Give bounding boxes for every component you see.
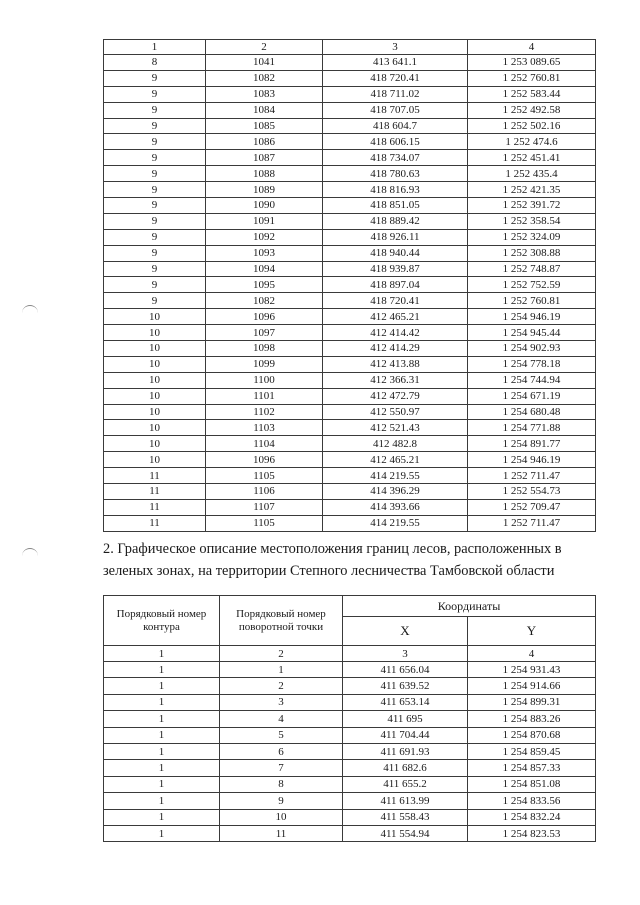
point-number-cell: 1093 — [206, 245, 323, 261]
contour-number-cell: 10 — [104, 341, 206, 357]
y-coordinate-cell: 1 254 946.19 — [468, 309, 596, 325]
y-coordinate-cell: 1 254 931.43 — [468, 662, 596, 678]
point-number-cell: 7 — [220, 760, 343, 776]
contour-number-cell: 11 — [104, 499, 206, 515]
y-coordinate-cell: 1 252 358.54 — [468, 213, 596, 229]
point-number-cell: 1083 — [206, 86, 323, 102]
x-coordinate-cell: 412 366.31 — [323, 372, 468, 388]
point-number-cell: 1 — [220, 662, 343, 678]
y-coordinate-cell: 1 254 914.66 — [468, 678, 596, 694]
point-number-cell: 5 — [220, 727, 343, 743]
x-header: X — [343, 617, 468, 646]
contour-number-cell: 9 — [104, 118, 206, 134]
y-coordinate-cell: 1 254 778.18 — [468, 356, 596, 372]
y-coordinate-cell: 1 254 671.19 — [468, 388, 596, 404]
y-coordinate-cell: 1 254 891.77 — [468, 436, 596, 452]
table-row — [104, 198, 596, 214]
point-number-cell: 1100 — [206, 372, 323, 388]
y-coordinate-cell: 1 252 554.73 — [468, 484, 596, 500]
y-coordinate-cell: 1 252 308.88 — [468, 245, 596, 261]
column-number-1: 1 — [104, 646, 220, 662]
y-coordinate-cell: 1 254 870.68 — [468, 727, 596, 743]
x-coordinate-cell: 411 653.14 — [343, 694, 468, 710]
table-row — [104, 356, 596, 372]
y-coordinate-cell: 1 252 752.59 — [468, 277, 596, 293]
point-number-cell: 1090 — [206, 198, 323, 214]
x-coordinate-cell: 411 554.94 — [343, 825, 468, 841]
table-row — [104, 499, 596, 515]
x-coordinate-cell: 412 482.8 — [323, 436, 468, 452]
x-coordinate-cell: 418 606.15 — [323, 134, 468, 150]
y-coordinate-cell: 1 254 883.26 — [468, 711, 596, 727]
x-coordinate-cell: 418 780.63 — [323, 166, 468, 182]
point-number-cell: 1085 — [206, 118, 323, 134]
y-coordinate-cell: 1 252 391.72 — [468, 198, 596, 214]
contour-number-cell: 9 — [104, 102, 206, 118]
caption-line-1: 2. Графическое описание местоположения границ лесов, расположенных в — [103, 541, 562, 557]
point-number-cell: 1097 — [206, 325, 323, 341]
column-number-2: 2 — [220, 646, 343, 662]
table-row — [104, 662, 596, 678]
point-number-cell: 1105 — [206, 515, 323, 531]
contour-number-cell: 9 — [104, 70, 206, 86]
x-coordinate-cell: 411 613.99 — [343, 793, 468, 809]
y-coordinate-cell: 1 254 771.88 — [468, 420, 596, 436]
x-coordinate-cell: 412 465.21 — [323, 309, 468, 325]
table-row — [104, 727, 596, 743]
contour-number-cell: 9 — [104, 166, 206, 182]
table-row — [104, 213, 596, 229]
x-coordinate-cell: 412 414.42 — [323, 325, 468, 341]
table-row — [104, 118, 596, 134]
table-row — [104, 420, 596, 436]
x-coordinate-cell: 411 691.93 — [343, 743, 468, 759]
x-coordinate-cell: 411 695 — [343, 711, 468, 727]
contour-number-cell: 10 — [104, 356, 206, 372]
table-row — [104, 325, 596, 341]
contour-number-cell: 1 — [104, 743, 220, 759]
column-number-1: 1 — [104, 40, 206, 55]
column-number-4: 4 — [468, 646, 596, 662]
contour-number-cell: 9 — [104, 182, 206, 198]
contour-number-cell: 1 — [104, 776, 220, 792]
contour-number-cell: 9 — [104, 134, 206, 150]
y-coordinate-cell: 1 252 709.47 — [468, 499, 596, 515]
table-row — [104, 436, 596, 452]
column-number-4: 4 — [468, 40, 596, 55]
x-coordinate-cell: 418 711.02 — [323, 86, 468, 102]
contour-number-cell: 9 — [104, 150, 206, 166]
table-header-row — [104, 40, 596, 55]
x-coordinate-cell: 414 219.55 — [323, 468, 468, 484]
x-coordinate-cell: 411 558.43 — [343, 809, 468, 825]
x-coordinate-cell: 414 396.29 — [323, 484, 468, 500]
y-coordinate-cell: 1 254 946.19 — [468, 452, 596, 468]
point-number-cell: 1105 — [206, 468, 323, 484]
coordinates-table-2 — [103, 595, 596, 842]
point-number-cell: 10 — [220, 809, 343, 825]
table-row — [104, 484, 596, 500]
y-coordinate-cell: 1 254 832.24 — [468, 809, 596, 825]
table-row — [104, 678, 596, 694]
caption-line-2: зеленых зонах, на территории Степного лесничества Тамбовской области — [103, 563, 555, 579]
x-coordinate-cell: 418 940.44 — [323, 245, 468, 261]
contour-number-cell: 11 — [104, 484, 206, 500]
x-coordinate-cell: 418 926.11 — [323, 229, 468, 245]
contour-number-cell: 1 — [104, 662, 220, 678]
contour-number-cell: 10 — [104, 309, 206, 325]
table-row — [104, 452, 596, 468]
point-number-cell: 1098 — [206, 341, 323, 357]
table-row — [104, 293, 596, 309]
contour-number-cell: 1 — [104, 711, 220, 727]
contour-number-cell: 9 — [104, 229, 206, 245]
table-row — [104, 711, 596, 727]
contour-number-cell: 10 — [104, 372, 206, 388]
table-row — [104, 388, 596, 404]
point-number-cell: 1094 — [206, 261, 323, 277]
coordinates-table-2-body — [104, 596, 596, 842]
table-row — [104, 166, 596, 182]
point-number-cell: 1099 — [206, 356, 323, 372]
table-row — [104, 86, 596, 102]
y-coordinate-cell: 1 253 089.65 — [468, 55, 596, 71]
table-row — [104, 468, 596, 484]
table-row — [104, 245, 596, 261]
contour-number-cell: 9 — [104, 245, 206, 261]
y-coordinate-cell: 1 254 823.53 — [468, 825, 596, 841]
contour-number-header: Порядковый номер контура — [104, 596, 220, 646]
point-number-cell: 3 — [220, 694, 343, 710]
y-coordinate-cell: 1 252 760.81 — [468, 293, 596, 309]
y-coordinate-cell: 1 252 324.09 — [468, 229, 596, 245]
y-coordinate-cell: 1 254 833.56 — [468, 793, 596, 809]
table-row — [104, 55, 596, 71]
y-coordinate-cell: 1 252 711.47 — [468, 468, 596, 484]
table-row — [104, 229, 596, 245]
table-row — [104, 134, 596, 150]
x-coordinate-cell: 411 682.6 — [343, 760, 468, 776]
point-number-cell: 1101 — [206, 388, 323, 404]
contour-number-cell: 1 — [104, 760, 220, 776]
point-number-cell: 11 — [220, 825, 343, 841]
table-row — [104, 150, 596, 166]
y-coordinate-cell: 1 252 502.16 — [468, 118, 596, 134]
y-coordinate-cell: 1 252 435.4 — [468, 166, 596, 182]
contour-number-cell: 8 — [104, 55, 206, 71]
y-coordinate-cell: 1 254 680.48 — [468, 404, 596, 420]
y-header: Y — [468, 617, 596, 646]
x-coordinate-cell: 418 720.41 — [323, 70, 468, 86]
y-coordinate-cell: 1 252 492.58 — [468, 102, 596, 118]
x-coordinate-cell: 413 641.1 — [323, 55, 468, 71]
x-coordinate-cell: 418 897.04 — [323, 277, 468, 293]
table-row — [104, 760, 596, 776]
contour-number-cell: 9 — [104, 293, 206, 309]
x-coordinate-cell: 411 704.44 — [343, 727, 468, 743]
contour-number-cell: 10 — [104, 420, 206, 436]
contour-number-cell: 9 — [104, 277, 206, 293]
point-number-cell: 1096 — [206, 452, 323, 468]
y-coordinate-cell: 1 254 851.08 — [468, 776, 596, 792]
point-number-cell: 1089 — [206, 182, 323, 198]
table-row — [104, 743, 596, 759]
coordinates-table-1-body — [104, 40, 596, 532]
scan-mark-top — [22, 305, 38, 314]
x-coordinate-cell: 418 816.93 — [323, 182, 468, 198]
contour-number-cell: 9 — [104, 198, 206, 214]
contour-number-cell: 9 — [104, 213, 206, 229]
contour-number-cell: 1 — [104, 694, 220, 710]
contour-number-cell: 1 — [104, 793, 220, 809]
x-coordinate-cell: 418 734.07 — [323, 150, 468, 166]
contour-number-cell: 1 — [104, 809, 220, 825]
y-coordinate-cell: 1 254 899.31 — [468, 694, 596, 710]
column-number-3: 3 — [343, 646, 468, 662]
point-number-cell: 1088 — [206, 166, 323, 182]
x-coordinate-cell: 414 393.66 — [323, 499, 468, 515]
table-row — [104, 182, 596, 198]
y-coordinate-cell: 1 252 474.6 — [468, 134, 596, 150]
contour-number-cell: 1 — [104, 825, 220, 841]
x-coordinate-cell: 412 521.43 — [323, 420, 468, 436]
y-coordinate-cell: 1 254 744.94 — [468, 372, 596, 388]
table-header-row — [104, 596, 596, 617]
table-row — [104, 515, 596, 531]
table-row — [104, 261, 596, 277]
table-row — [104, 694, 596, 710]
table-row — [104, 102, 596, 118]
coordinates-table-1 — [103, 39, 596, 532]
table-row — [104, 277, 596, 293]
y-coordinate-cell: 1 254 902.93 — [468, 341, 596, 357]
y-coordinate-cell: 1 252 583.44 — [468, 86, 596, 102]
point-number-cell: 1104 — [206, 436, 323, 452]
x-coordinate-cell: 412 550.97 — [323, 404, 468, 420]
x-coordinate-cell: 412 413.88 — [323, 356, 468, 372]
contour-number-cell: 10 — [104, 452, 206, 468]
table-row — [104, 372, 596, 388]
point-number-cell: 1103 — [206, 420, 323, 436]
point-number-cell: 8 — [220, 776, 343, 792]
point-number-cell: 1102 — [206, 404, 323, 420]
table-row — [104, 341, 596, 357]
x-coordinate-cell: 418 889.42 — [323, 213, 468, 229]
point-number-cell: 6 — [220, 743, 343, 759]
contour-number-cell: 1 — [104, 678, 220, 694]
point-number-cell: 1095 — [206, 277, 323, 293]
contour-number-cell: 10 — [104, 388, 206, 404]
contour-number-cell: 9 — [104, 86, 206, 102]
contour-number-cell: 10 — [104, 325, 206, 341]
section-caption — [103, 538, 623, 582]
point-number-cell: 1106 — [206, 484, 323, 500]
x-coordinate-cell: 411 655.2 — [343, 776, 468, 792]
point-number-cell: 1082 — [206, 70, 323, 86]
x-coordinate-cell: 418 851.05 — [323, 198, 468, 214]
x-coordinate-cell: 418 939.87 — [323, 261, 468, 277]
contour-number-cell: 1 — [104, 727, 220, 743]
x-coordinate-cell: 414 219.55 — [323, 515, 468, 531]
x-coordinate-cell: 412 414.29 — [323, 341, 468, 357]
x-coordinate-cell: 411 639.52 — [343, 678, 468, 694]
contour-number-cell: 11 — [104, 468, 206, 484]
column-numbers-row — [104, 646, 596, 662]
point-number-cell: 9 — [220, 793, 343, 809]
point-number-cell: 1107 — [206, 499, 323, 515]
contour-number-cell: 10 — [104, 436, 206, 452]
column-number-2: 2 — [206, 40, 323, 55]
point-number-cell: 1096 — [206, 309, 323, 325]
point-number-cell: 1091 — [206, 213, 323, 229]
point-number-header: Порядковый номер поворотной точки — [220, 596, 343, 646]
y-coordinate-cell: 1 252 451.41 — [468, 150, 596, 166]
table-row — [104, 809, 596, 825]
contour-number-cell: 9 — [104, 261, 206, 277]
table-row — [104, 793, 596, 809]
table-row — [104, 825, 596, 841]
x-coordinate-cell: 418 707.05 — [323, 102, 468, 118]
y-coordinate-cell: 1 254 945.44 — [468, 325, 596, 341]
x-coordinate-cell: 411 656.04 — [343, 662, 468, 678]
scan-mark-bottom — [22, 548, 38, 557]
table-row — [104, 70, 596, 86]
x-coordinate-cell: 412 465.21 — [323, 452, 468, 468]
coordinates-header: Координаты — [343, 596, 596, 617]
table-row — [104, 776, 596, 792]
table-row — [104, 309, 596, 325]
y-coordinate-cell: 1 252 760.81 — [468, 70, 596, 86]
x-coordinate-cell: 418 720.41 — [323, 293, 468, 309]
point-number-cell: 1092 — [206, 229, 323, 245]
point-number-cell: 1084 — [206, 102, 323, 118]
contour-number-cell: 11 — [104, 515, 206, 531]
point-number-cell: 1082 — [206, 293, 323, 309]
y-coordinate-cell: 1 254 859.45 — [468, 743, 596, 759]
point-number-cell: 1041 — [206, 55, 323, 71]
y-coordinate-cell: 1 254 857.33 — [468, 760, 596, 776]
contour-number-cell: 10 — [104, 404, 206, 420]
column-number-3: 3 — [323, 40, 468, 55]
point-number-cell: 4 — [220, 711, 343, 727]
y-coordinate-cell: 1 252 748.87 — [468, 261, 596, 277]
x-coordinate-cell: 412 472.79 — [323, 388, 468, 404]
y-coordinate-cell: 1 252 421.35 — [468, 182, 596, 198]
table-row — [104, 404, 596, 420]
y-coordinate-cell: 1 252 711.47 — [468, 515, 596, 531]
point-number-cell: 1087 — [206, 150, 323, 166]
point-number-cell: 1086 — [206, 134, 323, 150]
x-coordinate-cell: 418 604.7 — [323, 118, 468, 134]
point-number-cell: 2 — [220, 678, 343, 694]
